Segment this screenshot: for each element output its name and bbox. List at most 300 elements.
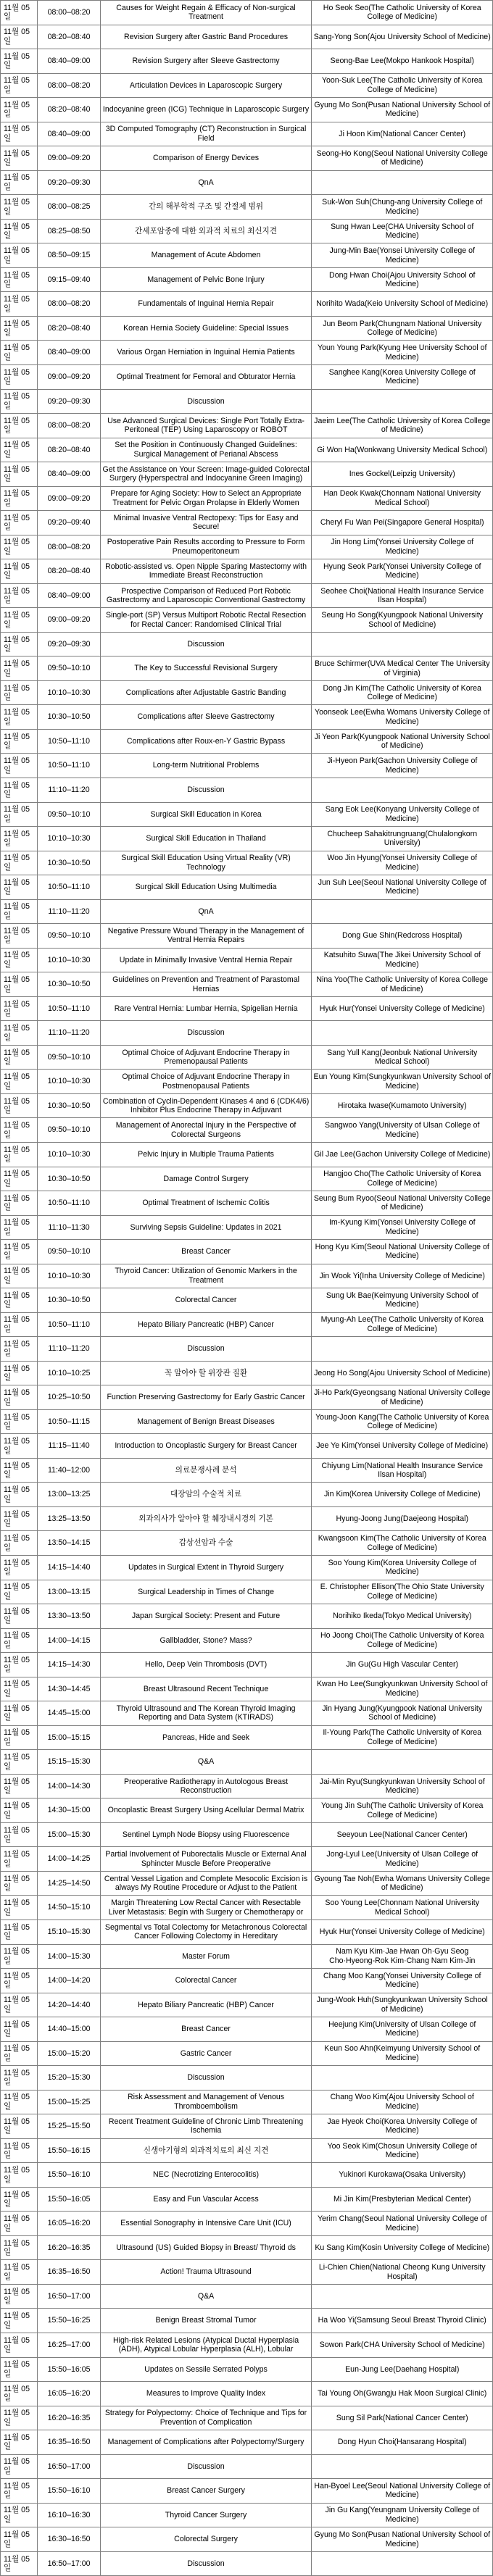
schedule-row [1,608,493,633]
session-title: Damage Control Surgery [100,1167,312,1191]
session-time: 10:50–11:15 [38,1409,100,1434]
session-time: 08:40–09:00 [38,341,100,365]
session-speaker: Sowon Park(CHA University School of Medicine) [312,2333,493,2358]
session-date: 11월 05일 [1,195,38,220]
session-speaker: Li-Chien Chien(National Cheong Kung University Hospital) [312,2260,493,2285]
session-speaker: Sanghee Kang(Korea University College of Medicine) [312,364,493,389]
session-date: 11월 05일 [1,2114,38,2139]
session-time: 11:15–11:40 [38,1434,100,1459]
schedule-row [1,948,493,972]
session-time: 14:00–14:25 [38,1847,100,1872]
schedule-row [1,1847,493,1872]
session-speaker: Kwan Ho Lee(Sungkyunkwan University School of Medicine) [312,1677,493,1701]
session-speaker: Sung Sil Park(National Cancer Center) [312,2406,493,2430]
session-speaker: Jai-Min Ryu(Sungkyunkwan University School of Medicine) [312,1774,493,1798]
session-date: 11월 05일 [1,1264,38,1288]
schedule-row [1,2382,493,2406]
schedule-row [1,1822,493,1847]
session-title: Discussion [100,2454,312,2479]
session-title: Margin Threatening Low Rectal Cancer with Resectable Liver Metastasis: Begin with Surgery or Chemotherapy or [100,1896,312,1920]
session-time: 08:40–09:00 [38,462,100,487]
schedule-row [1,2260,493,2285]
schedule-row [1,1653,493,1677]
session-time: 14:30–15:00 [38,1798,100,1823]
session-title: Robotic-assisted vs. Open Nipple Sparing Mastectomy with Immediate Breast Reconstruction [100,559,312,584]
session-speaker: Norihito Wada(Keio University School of Medicine) [312,292,493,317]
session-title: Rare Ventral Hernia: Lumbar Hernia, Spigelian Hernia [100,996,312,1021]
session-title: Discussion [100,2066,312,2091]
session-date: 11월 05일 [1,535,38,559]
session-time: 11:10–11:20 [38,778,100,803]
session-date: 11월 05일 [1,1920,38,1944]
schedule-row [1,243,493,268]
schedule-row [1,1337,493,1362]
session-title: Get the Assistance on Your Screen: Image-guided Colorectal Surgery (Hyperspectral and Indocyanine Green Imaging) [100,462,312,487]
session-date: 11월 05일 [1,1337,38,1362]
schedule-row [1,389,493,414]
session-date: 11월 05일 [1,996,38,1021]
session-date: 11월 05일 [1,1361,38,1385]
session-speaker [312,778,493,803]
session-time: 15:50–16:10 [38,2479,100,2504]
schedule-row [1,705,493,730]
session-time: 10:50–11:10 [38,996,100,1021]
schedule-row [1,875,493,900]
session-speaker: Seohee Choi(National Health Insurance Service Ilsan Hospital) [312,583,493,608]
session-title: Indocyanine green (ICG) Technique in Laparoscopic Surgery [100,98,312,122]
session-title: Central Vessel Ligation and Complete Mesocolic Excision is always My Routine Procedure or Adjust to the Patient [100,1871,312,1896]
schedule-row [1,462,493,487]
session-time: 08:25–08:50 [38,219,100,243]
session-date: 11월 05일 [1,49,38,74]
session-speaker: Han-Byoel Lee(Seoul National University College of Medicine) [312,2479,493,2504]
session-title: Breast Ultrasound Recent Technique [100,1677,312,1701]
session-date: 11월 05일 [1,2430,38,2455]
schedule-row [1,2454,493,2479]
session-time: 09:00–09:20 [38,364,100,389]
session-date: 11월 05일 [1,2382,38,2406]
session-time: 15:00–15:15 [38,1725,100,1750]
session-title: 외과의사가 알아야 할 췌장내시경의 기본 [100,1506,312,1531]
session-time: 08:00–08:20 [38,292,100,317]
session-title: Oncoplastic Breast Surgery Using Acellular Dermal Matrix [100,1798,312,1823]
session-speaker: Suk-Won Suh(Chung-ang University College of Medicine) [312,195,493,220]
session-time: 09:20–09:30 [38,632,100,656]
session-title: Surgical Skill Education in Korea [100,802,312,827]
session-date: 11월 05일 [1,948,38,972]
session-date: 11월 05일 [1,341,38,365]
schedule-row [1,341,493,365]
session-speaker: Jin Gu Kang(Yeungnam University College of Medicine) [312,2503,493,2527]
session-title: Thyroid Ultrasound and The Korean Thyroid Imaging Reporting and Data System (KTIRADS) [100,1701,312,1726]
session-time: 08:40–09:00 [38,583,100,608]
session-title: 꼭 알아야 할 위장관 질환 [100,1361,312,1385]
session-date: 11월 05일 [1,2187,38,2212]
session-title: Discussion [100,2551,312,2576]
session-date: 11월 05일 [1,1434,38,1459]
session-date: 11월 05일 [1,267,38,292]
session-title: Colorectal Cancer [100,1969,312,1993]
session-time: 09:20–09:30 [38,170,100,195]
schedule-row [1,1871,493,1896]
session-date: 11월 05일 [1,364,38,389]
schedule-row [1,559,493,584]
schedule-row [1,146,493,171]
schedule-row [1,1118,493,1143]
schedule-row [1,170,493,195]
schedule-row [1,1385,493,1410]
schedule-row [1,972,493,997]
session-speaker: Sung Uk Bae(Keimyung University School of Medicine) [312,1288,493,1313]
session-speaker: Sangwoo Yang(University of Ulsan College of Medicine) [312,1118,493,1143]
session-date: 11월 05일 [1,511,38,535]
session-date: 11월 05일 [1,1604,38,1629]
session-date: 11월 05일 [1,1288,38,1313]
session-date: 11월 05일 [1,1506,38,1531]
session-speaker: Ji Hoon Kim(National Cancer Center) [312,122,493,146]
session-title: Complications after Sleeve Gastrectomy [100,705,312,730]
session-speaker: Sung Hwan Lee(CHA University School of Medicine) [312,219,493,243]
session-date: 11월 05일 [1,2090,38,2114]
schedule-row [1,1,493,25]
session-time: 09:50–10:10 [38,802,100,827]
schedule-row [1,2017,493,2042]
session-time: 10:30–10:50 [38,1093,100,1118]
session-title: Breast Cancer [100,2017,312,2042]
session-speaker: Im-Kyung Kim(Yonsei University College of Medicine) [312,1215,493,1240]
session-speaker [312,899,493,924]
session-date: 11월 05일 [1,170,38,195]
session-date: 11월 05일 [1,1021,38,1046]
schedule-row [1,98,493,122]
schedule-row [1,2357,493,2382]
session-speaker: Nina Yoo(The Catholic University of Korea College of Medicine) [312,972,493,997]
session-time: 15:00–15:20 [38,2041,100,2066]
schedule-row [1,49,493,74]
session-title: Preoperative Radiotherapy in Autologous Breast Reconstruction [100,1774,312,1798]
session-speaker: Ho Seok Seo(The Catholic University of Korea College of Medicine) [312,1,493,25]
session-date: 11월 05일 [1,2041,38,2066]
session-title: Benign Breast Stromal Tumor [100,2309,312,2333]
session-date: 11월 05일 [1,1628,38,1653]
session-title: Discussion [100,389,312,414]
schedule-row [1,1021,493,1046]
session-time: 14:20–14:40 [38,1993,100,2017]
schedule-row [1,1312,493,1337]
session-date: 11월 05일 [1,1750,38,1775]
session-title: Thyroid Cancer Surgery [100,2503,312,2527]
session-title: Optimal Treatment for Femoral and Obturator Hernia [100,364,312,389]
session-date: 11월 05일 [1,827,38,851]
schedule-row [1,802,493,827]
session-date: 11월 05일 [1,1556,38,1580]
schedule-row [1,2551,493,2576]
session-time: 10:30–10:50 [38,1288,100,1313]
session-time: 08:00–08:20 [38,414,100,438]
session-speaker: Dong Jin Kim(The Catholic University of Korea College of Medicine) [312,680,493,705]
session-title: Colorectal Cancer [100,1288,312,1313]
session-time: 10:50–11:10 [38,1312,100,1337]
schedule-row [1,2284,493,2309]
schedule-row [1,754,493,778]
schedule-row [1,2430,493,2455]
session-speaker: Hirotaka Iwase(Kumamoto University) [312,1093,493,1118]
session-title: 갑상선암과 수술 [100,1531,312,1556]
schedule-row [1,1434,493,1459]
session-time: 08:20–08:40 [38,316,100,341]
session-time: 14:00–15:30 [38,1944,100,1969]
schedule-row [1,486,493,511]
session-date: 11월 05일 [1,632,38,656]
session-date: 11월 05일 [1,462,38,487]
schedule-row [1,2406,493,2430]
schedule-row [1,1774,493,1798]
schedule-row [1,1628,493,1653]
session-speaker: Yerim Chang(Seoul National University College of Medicine) [312,2212,493,2236]
session-title: Surgical Skill Education in Thailand [100,827,312,851]
session-date: 11월 05일 [1,2357,38,2382]
session-speaker: Han Deok Kwak(Chonnam National University Medical School) [312,486,493,511]
session-title: Sentinel Lymph Node Biopsy using Fluorescence [100,1822,312,1847]
schedule-row [1,1409,493,1434]
session-title: Set the Position in Continuously Changed Guidelines: Surgical Management of Perianal Abscess [100,438,312,462]
session-date: 11월 05일 [1,1653,38,1677]
schedule-row [1,1604,493,1629]
session-time: 14:00–14:30 [38,1774,100,1798]
session-date: 11월 05일 [1,1167,38,1191]
schedule-row [1,2114,493,2139]
session-speaker: Hong Kyu Kim(Seoul National University College of Medicine) [312,1240,493,1264]
session-title: Hello, Deep Vein Thrombosis (DVT) [100,1653,312,1677]
schedule-row [1,1896,493,1920]
session-date: 11월 05일 [1,851,38,875]
session-date: 11월 05일 [1,2309,38,2333]
schedule-row [1,656,493,681]
session-time: 14:40–15:00 [38,2017,100,2042]
session-date: 11월 05일 [1,1215,38,1240]
session-time: 16:25–17:00 [38,2333,100,2358]
session-speaker: Il-Young Park(The Catholic University of Korea College of Medicine) [312,1725,493,1750]
session-title: 대장암의 수술적 치료 [100,1483,312,1507]
session-time: 16:05–16:20 [38,2212,100,2236]
session-date: 11월 05일 [1,899,38,924]
session-speaker: Jee Ye Kim(Yonsei University College of Medicine) [312,1434,493,1459]
session-title: 간세포암종에 대한 외과적 치료의 최신지견 [100,219,312,243]
session-speaker [312,1337,493,1362]
session-date: 11월 05일 [1,583,38,608]
session-speaker: Hyuk Hur(Yonsei University College of Medicine) [312,996,493,1021]
session-title: Recent Treatment Guideline of Chronic Limb Threatening Ischemia [100,2114,312,2139]
session-date: 11월 05일 [1,1580,38,1604]
session-speaker: Jong-Lyul Lee(University of Ulsan College of Medicine) [312,1847,493,1872]
session-title: Negative Pressure Wound Therapy in the Management of Ventral Hernia Repairs [100,924,312,949]
session-title: Management of Acute Abdomen [100,243,312,268]
session-title: 3D Computed Tomography (CT) Reconstruction in Surgical Field [100,122,312,146]
session-date: 11월 05일 [1,1677,38,1701]
session-speaker: Youn Young Park(Kyung Hee University School of Medicine) [312,341,493,365]
session-title: NEC (Necrotizing Enterocolitis) [100,2163,312,2188]
session-date: 11월 05일 [1,98,38,122]
schedule-row [1,1288,493,1313]
session-time: 09:20–09:30 [38,389,100,414]
session-speaker: Dong Hyun Choi(Hansarang Hospital) [312,2430,493,2455]
session-date: 11월 05일 [1,729,38,754]
session-title: Surviving Sepsis Guideline: Updates in 2021 [100,1215,312,1240]
session-speaker: Young Jin Suh(The Catholic University of Korea College of Medicine) [312,1798,493,1823]
session-date: 11월 05일 [1,705,38,730]
session-time: 08:00–08:25 [38,195,100,220]
session-speaker: Eun Young Kim(Sungkyunkwan University School of Medicine) [312,1070,493,1094]
session-speaker [312,1021,493,1046]
session-speaker [312,389,493,414]
session-time: 09:00–09:20 [38,146,100,171]
session-speaker: Hangjoo Cho(The Catholic University of Korea College of Medicine) [312,1167,493,1191]
schedule-row [1,1142,493,1167]
session-title: Optimal Choice of Adjuvant Endocrine Therapy in Premenopausal Patients [100,1045,312,1070]
schedule-row [1,511,493,535]
session-speaker: Seeyoun Lee(National Cancer Center) [312,1822,493,1847]
session-date: 11월 05일 [1,1240,38,1264]
schedule-row [1,851,493,875]
session-title: Prepare for Aging Society: How to Select an Appropriate Treatment for Pelvic Organ Prolapse in Elderly Women [100,486,312,511]
session-title: Hepato Biliary Pancreatic (HBP) Cancer [100,1993,312,2017]
session-title: Optimal Treatment of Ischemic Colitis [100,1191,312,1216]
session-title: Updates in Surgical Extent in Thyroid Surgery [100,1556,312,1580]
schedule-row [1,1483,493,1507]
session-time: 16:50–17:00 [38,2454,100,2479]
session-title: Q&A [100,1750,312,1775]
session-time: 14:50–15:10 [38,1896,100,1920]
session-date: 11월 05일 [1,1822,38,1847]
schedule-row [1,1264,493,1288]
session-date: 11월 05일 [1,316,38,341]
session-speaker: Yoonseok Lee(Ewha Womans University College of Medicine) [312,705,493,730]
session-title: Risk Assessment and Management of Venous Thromboembolism [100,2090,312,2114]
session-speaker [312,632,493,656]
session-date: 11월 05일 [1,1093,38,1118]
schedule-row [1,1920,493,1944]
session-date: 11월 05일 [1,1070,38,1094]
session-date: 11월 05일 [1,2333,38,2358]
schedule-row [1,2503,493,2527]
schedule-body [1,1,493,2576]
session-title: QnA [100,899,312,924]
session-time: 08:20–08:40 [38,438,100,462]
schedule-row [1,729,493,754]
session-date: 11월 05일 [1,559,38,584]
session-time: 08:00–08:20 [38,73,100,98]
schedule-row [1,195,493,220]
session-title: QnA [100,170,312,195]
session-title: Updates on Sessile Serrated Polyps [100,2357,312,2382]
session-date: 11월 05일 [1,1969,38,1993]
session-speaker: Sang-Yong Son(Ajou University School of Medicine) [312,25,493,49]
session-date: 11월 05일 [1,243,38,268]
session-speaker: Ku Sang Kim(Kosin University College of Medicine) [312,2235,493,2260]
session-speaker: Jae Hyeok Choi(Korea University College of Medicine) [312,2114,493,2139]
session-speaker: Ho Joong Choi(The Catholic University of Korea College of Medicine) [312,1628,493,1653]
session-speaker: Eun-Jung Lee(Daehang Hospital) [312,2357,493,2382]
session-speaker: Jin Wook Yi(Inha University College of Medicine) [312,1264,493,1288]
schedule-row [1,632,493,656]
session-date: 11월 05일 [1,1896,38,1920]
session-title: 간의 해부학적 구조 및 간절제 범위 [100,195,312,220]
schedule-row [1,25,493,49]
schedule-row [1,1944,493,1969]
session-time: 15:50–16:25 [38,2309,100,2333]
session-date: 11월 05일 [1,608,38,633]
session-title: Articulation Devices in Laparoscopic Surgery [100,73,312,98]
session-time: 11:10–11:20 [38,899,100,924]
session-speaker: Seong-Ho Kong(Seoul National University College of Medicine) [312,146,493,171]
session-time: 15:00–15:25 [38,2090,100,2114]
session-title: Breast Cancer Surgery [100,2479,312,2504]
session-time: 15:50–16:15 [38,2138,100,2163]
session-date: 11월 05일 [1,73,38,98]
schedule-row [1,1045,493,1070]
session-time: 13:50–14:15 [38,1531,100,1556]
schedule-row [1,1969,493,1993]
schedule-row [1,1677,493,1701]
session-title: Fundamentals of Inguinal Hernia Repair [100,292,312,317]
schedule-row [1,2309,493,2333]
session-title: Update in Minimally Invasive Ventral Hernia Repair [100,948,312,972]
session-speaker: Chiyung Lim(National Health Insurance Service Ilsan Hospital) [312,1458,493,1483]
session-date: 11월 05일 [1,656,38,681]
session-speaker: Jung-Wook Huh(Sungkyunkwan University School of Medicine) [312,1993,493,2017]
session-title: Function Preserving Gastrectomy for Early Gastric Cancer [100,1385,312,1410]
session-title: Surgical Leadership in Times of Change [100,1580,312,1604]
session-speaker: Soo Young Kim(Korea University College of Medicine) [312,1556,493,1580]
session-speaker: Dong Gue Shin(Redcross Hospital) [312,924,493,949]
session-time: 16:35–16:50 [38,2260,100,2285]
session-time: 15:50–16:05 [38,2357,100,2382]
session-title: Segmental vs Total Colectomy for Metachronous Colorectal Cancer Following Colectomy in Hereditary [100,1920,312,1944]
session-speaker: Seong-Bae Lee(Mokpo Hankook Hospital) [312,49,493,74]
schedule-row [1,2187,493,2212]
session-date: 11월 05일 [1,1045,38,1070]
session-title: Japan Surgical Society: Present and Future [100,1604,312,1629]
session-date: 11월 05일 [1,924,38,949]
session-time: 11:10–11:20 [38,1337,100,1362]
session-speaker: Katsuhito Suwa(The Jikei University School of Medicine) [312,948,493,972]
session-time: 15:15–15:30 [38,1750,100,1775]
session-title: Korean Hernia Society Guideline: Special Issues [100,316,312,341]
session-date: 11월 05일 [1,1385,38,1410]
session-title: Partial Involvement of Puborectalis Muscle or External Anal Sphincter Muscle Before Preoperative [100,1847,312,1872]
session-time: 10:10–10:30 [38,1070,100,1094]
session-speaker: Tai Young Oh(Gwangju Hak Moon Surgical Clinic) [312,2382,493,2406]
session-time: 08:20–08:40 [38,25,100,49]
session-speaker: Jin Kim(Korea University College of Medicine) [312,1483,493,1507]
session-speaker: Gi Won Ha(Wonkwang University Medical School) [312,438,493,462]
schedule-row [1,1506,493,1531]
session-speaker: Nam Kyu Kim·Jae Hwan Oh·Gyu Seog Cho·Hyeong-Rok Kim·Chang Nam Kim·Jin [312,1944,493,1969]
schedule-row [1,996,493,1021]
session-title: Master Forum [100,1944,312,1969]
session-date: 11월 05일 [1,2454,38,2479]
schedule-row [1,316,493,341]
schedule-row [1,364,493,389]
session-title: Minimal Invasive Ventral Rectopexy: Tips for Easy and Secure! [100,511,312,535]
schedule-row [1,1798,493,1823]
session-speaker: Gil Jae Lee(Gachon University College of Medicine) [312,1142,493,1167]
session-time: 16:30–16:50 [38,2527,100,2552]
schedule-row [1,2479,493,2504]
session-speaker: E. Christopher Ellison(The Ohio State University College of Medicine) [312,1580,493,1604]
session-title: Gastric Cancer [100,2041,312,2066]
session-speaker: Jung-Min Bae(Yonsei University College of Medicine) [312,243,493,268]
